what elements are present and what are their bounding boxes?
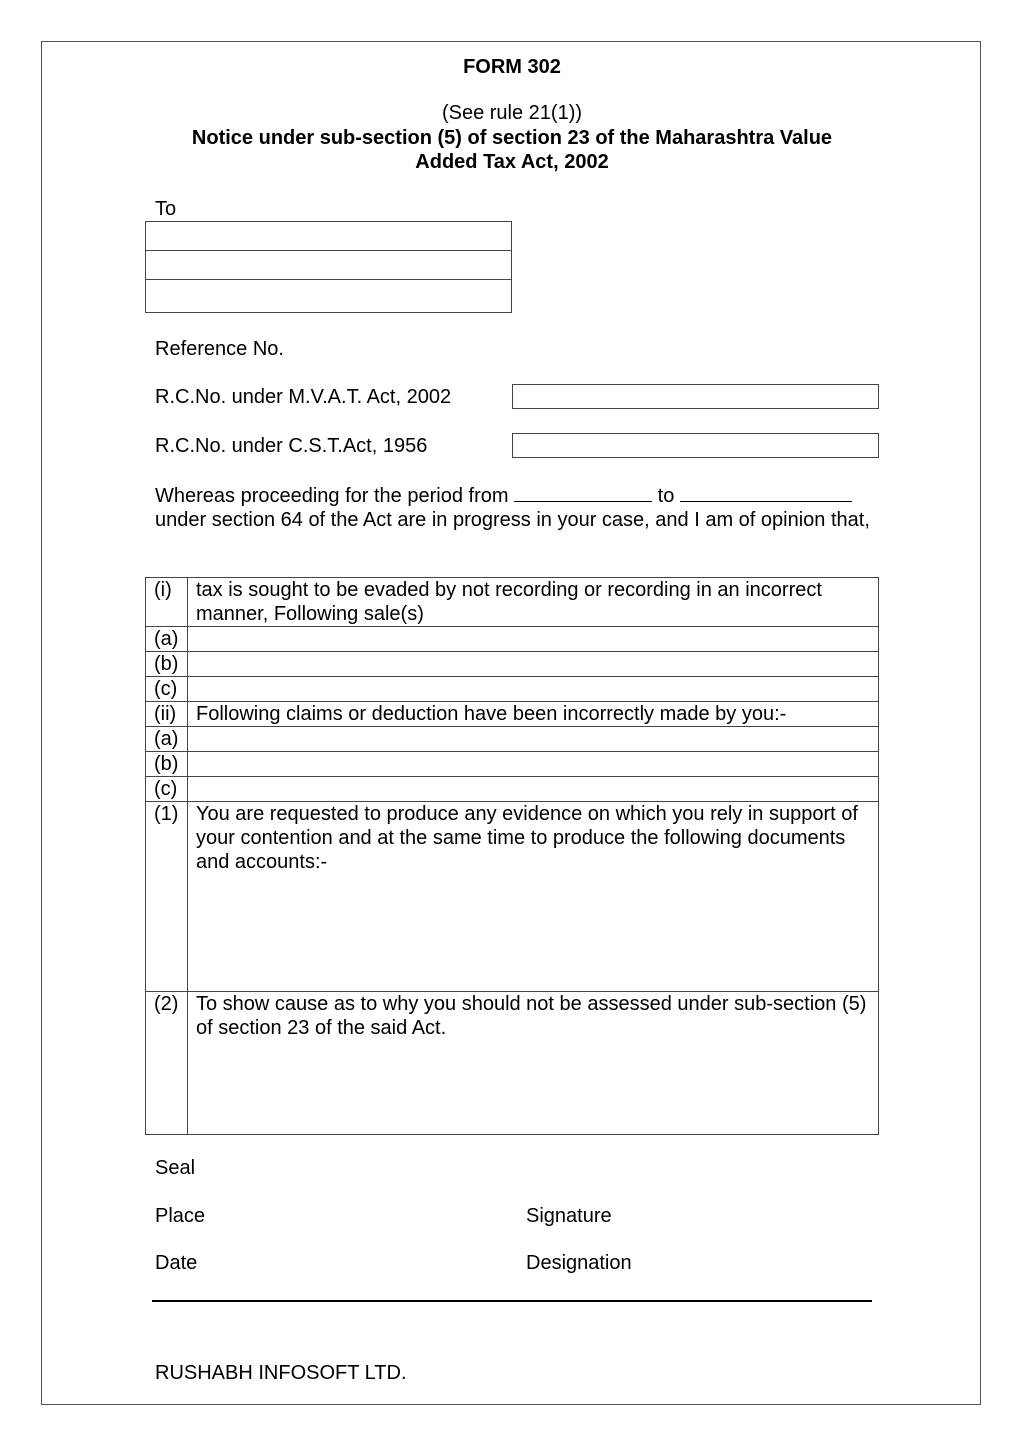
row-entry[interactable] <box>188 752 879 777</box>
row-number: (i) <box>146 578 188 627</box>
period-to-blank[interactable] <box>680 483 852 502</box>
rc-cst-field[interactable] <box>512 433 879 458</box>
addressee-box <box>145 221 512 313</box>
table-row <box>146 702 879 727</box>
row-entry[interactable] <box>188 777 879 802</box>
row-text: Following claims or deduction have been incorrectly made by you:- <box>188 702 879 727</box>
addressee-line-3[interactable] <box>146 280 511 310</box>
row-number: (b) <box>146 752 188 777</box>
row-number: (a) <box>146 627 188 652</box>
row-number: (2) <box>146 992 188 1135</box>
table-row <box>146 652 879 677</box>
preamble-part-2: to <box>657 485 675 507</box>
row-number: (1) <box>146 802 188 992</box>
table-row <box>146 727 879 752</box>
reference-no-label: Reference No. <box>155 338 284 360</box>
addressee-line-1[interactable] <box>146 222 511 251</box>
table-row <box>146 578 879 627</box>
period-from-blank[interactable] <box>514 483 652 502</box>
table-row <box>146 627 879 652</box>
seal-label: Seal <box>155 1157 196 1179</box>
date-label: Date <box>155 1252 198 1274</box>
footer-divider <box>152 1300 872 1302</box>
row-number: (ii) <box>146 702 188 727</box>
row-number: (c) <box>146 677 188 702</box>
rule-reference: (See rule 21(1)) <box>441 102 583 124</box>
form-title: FORM 302 <box>463 56 561 78</box>
row-text: To show cause as to why you should not be assessed under sub-section (5) of section 23 of the said Act. <box>188 992 879 1135</box>
table-row <box>146 802 879 992</box>
notice-heading-line-2: Added Tax Act, 2002 <box>415 151 609 173</box>
notice-heading-line-1: Notice under sub-section (5) of section 23 of the Maharashtra Value <box>191 127 833 149</box>
row-entry[interactable] <box>188 677 879 702</box>
row-number: (b) <box>146 652 188 677</box>
notice-heading <box>0 126 1024 174</box>
rc-mvat-label: R.C.No. under M.V.A.T. Act, 2002 <box>155 386 452 408</box>
row-text: You are requested to produce any evidence on which you rely in support of your contention and at the same time to produce the following documents and accounts:- <box>188 802 879 992</box>
addressee-line-2[interactable] <box>146 251 511 280</box>
notice-table <box>145 577 879 1135</box>
preamble-part-3: under section 64 of the Act are in progress in your case, and I am of opinion that, <box>155 509 870 531</box>
preamble-part-1: Whereas proceeding for the period from <box>155 485 509 507</box>
designation-label: Designation <box>526 1252 632 1274</box>
row-text: tax is sought to be evaded by not recording or recording in an incorrect manner, Following sale(s) <box>188 578 879 627</box>
preamble-paragraph <box>155 483 875 532</box>
to-label: To <box>155 198 177 220</box>
row-number: (c) <box>146 777 188 802</box>
company-name: RUSHABH INFOSOFT LTD. <box>155 1362 407 1384</box>
table-row <box>146 777 879 802</box>
table-row <box>146 752 879 777</box>
row-number: (a) <box>146 727 188 752</box>
row-entry[interactable] <box>188 627 879 652</box>
row-entry[interactable] <box>188 727 879 752</box>
table-row <box>146 677 879 702</box>
rc-cst-label: R.C.No. under C.S.T.Act, 1956 <box>155 435 428 457</box>
rc-mvat-field[interactable] <box>512 384 879 409</box>
place-label: Place <box>155 1205 206 1227</box>
table-row <box>146 992 879 1135</box>
row-entry[interactable] <box>188 652 879 677</box>
signature-label: Signature <box>526 1205 612 1227</box>
